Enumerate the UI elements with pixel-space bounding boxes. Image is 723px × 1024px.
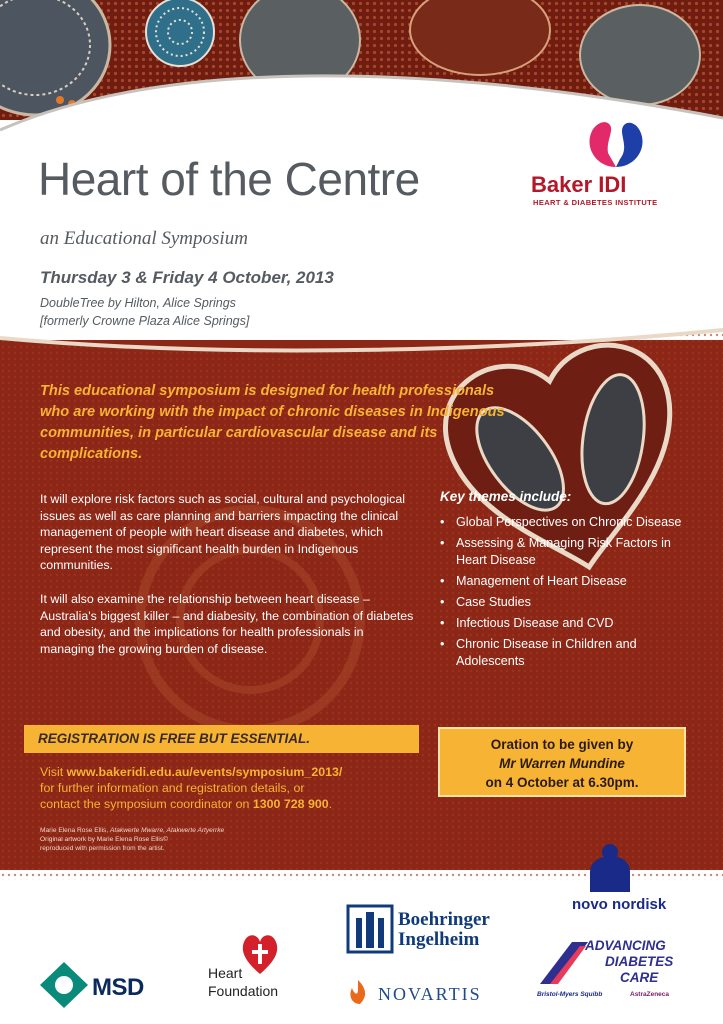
- novartis-text: NOVARTIS: [378, 984, 482, 1004]
- body-paragraph-2: It will also examine the relationship between heart disease – Australia's biggest killer – and diabesity, the combination of diabetes and obesity, and the implications for health professionals in managing the growing burden of disease.: [40, 592, 414, 656]
- heart-foundation-icon: [240, 930, 280, 978]
- heart-foundation-text-2: Foundation: [208, 983, 279, 999]
- baker-idi-tagline: HEART & DIABETES INSTITUTE: [533, 198, 658, 207]
- registration-banner-text: REGISTRATION IS FREE BUT ESSENTIAL.: [38, 731, 311, 746]
- msd-logo-text: MSD: [92, 974, 144, 1001]
- oration-box: [438, 727, 686, 797]
- themes-list: [440, 514, 700, 674]
- venue-line-1: DoubleTree by Hilton, Alice Springs: [40, 296, 236, 310]
- adc-text-2: DIABETES: [605, 954, 674, 969]
- intro-paragraph: This educational symposium is designed for health professionals who are working with the impact of chronic diseases in Indigenous communities, in particular cardiovascular disease and its complications.: [40, 383, 505, 462]
- adc-text-3: CARE: [620, 970, 659, 985]
- registration-line-3: contact the symposium coordinator on: [40, 797, 253, 811]
- list-item: • Assessing & Managing Risk Factors in Heart Disease: [440, 535, 700, 568]
- credit-artist: Marie Elena Rose Ellis,: [40, 827, 110, 834]
- novo-nordisk-text: novo nordisk: [572, 896, 667, 913]
- list-item: • Infectious Disease and CVD: [440, 615, 700, 632]
- artwork-credit: [40, 826, 340, 853]
- registration-line-2: for further information and registration details, or: [40, 781, 305, 795]
- oration-speaker: Mr Warren Mundine: [499, 756, 625, 771]
- page-subtitle: an Educational Symposium: [40, 228, 248, 249]
- themes-heading: Key themes include:: [440, 489, 572, 504]
- registration-line-3-end: .: [328, 797, 333, 811]
- boehringer-text-1: Boehringer: [398, 909, 490, 930]
- novo-nordisk-bull-icon: [580, 842, 640, 896]
- heart-foundation-text-1: Heart: [208, 965, 243, 981]
- credit-line-2: Original artwork by Marie Elena Rose Ellis©: [40, 836, 168, 843]
- novartis-flame-icon: [346, 978, 370, 1006]
- oration-line-1: Oration to be given by: [490, 737, 634, 752]
- credit-line-3: reproduced with permission from the artist.: [40, 845, 165, 852]
- list-item: • Global Perspectives on Chronic Disease: [440, 514, 700, 531]
- msd-logo-icon: [38, 960, 90, 1010]
- baker-idi-name: Baker IDI: [531, 172, 627, 197]
- boehringer-icon: [346, 904, 394, 954]
- registration-details: [40, 764, 440, 812]
- credit-title: Atakwerte Mwarre, Atakwerte Artyerrke: [110, 827, 225, 834]
- page-title: Heart of the Centre: [38, 153, 420, 205]
- boehringer-text-2: Ingelheim: [398, 929, 480, 950]
- event-date: Thursday 3 & Friday 4 October, 2013: [40, 268, 334, 287]
- astrazeneca-text: AstraZeneca: [630, 991, 670, 998]
- list-item: • Case Studies: [440, 594, 700, 611]
- oration-time: on 4 October at 6.30pm.: [485, 775, 639, 790]
- venue-line-2: [formerly Crowne Plaza Alice Springs]: [40, 314, 250, 328]
- bms-text: Bristol-Myers Squibb: [537, 991, 603, 998]
- body-paragraph-1: It will explore risk factors such as social, cultural and psychological issues as well as care planning and barriers impacting the clinical management of people with heart disease and diabetes, which represent the most significant health burden in Indigenous communities.: [40, 492, 405, 573]
- list-item: • Management of Heart Disease: [440, 573, 700, 590]
- advancing-diabetes-care-icon: [536, 936, 592, 988]
- coordinator-phone: 1300 728 900: [252, 797, 329, 811]
- list-item: • Chronic Disease in Children and Adolescents: [440, 636, 700, 669]
- baker-idi-heart-icon: [536, 105, 696, 225]
- registration-url-link[interactable]: www.bakeridi.edu.au/events/symposium_2013/: [66, 765, 343, 779]
- visit-prefix: Visit: [40, 765, 67, 779]
- adc-text-1: ADVANCING: [585, 938, 666, 953]
